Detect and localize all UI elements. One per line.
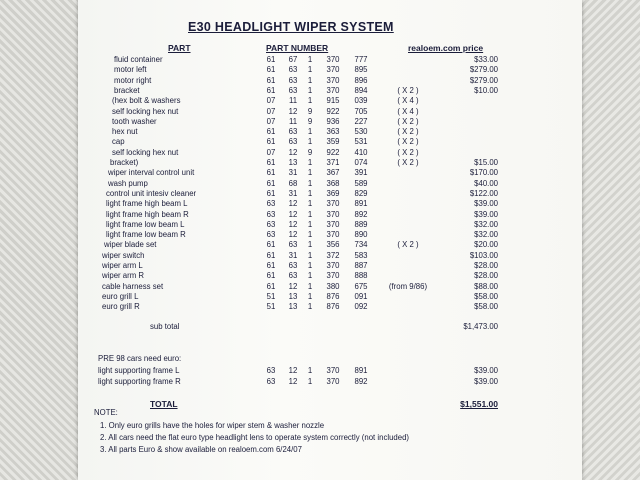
part-number-group-4: 371	[326, 158, 340, 167]
part-number-group-3: 1	[307, 96, 313, 106]
part-number-group-1: 61	[266, 127, 276, 137]
part-number-group-5: 892	[354, 209, 368, 219]
part-number-group-4: 370	[326, 65, 340, 75]
table-row	[78, 230, 582, 240]
part-number-group-5: 777	[354, 55, 368, 64]
part-number-group-3: 1	[307, 199, 313, 209]
part-number-group-1: 51	[266, 302, 276, 312]
part-number-group-4: 359	[326, 137, 340, 147]
part-number-group-2: 11	[288, 116, 298, 126]
part-number-group-3: 9	[307, 147, 313, 157]
part-number-group-4: 370	[326, 85, 340, 95]
part-number-group-1: 61	[266, 271, 276, 281]
part-name: light frame high beam L	[106, 199, 188, 209]
part-price: $33.00	[474, 55, 498, 64]
part-number-group-2: 63	[288, 271, 298, 281]
part-number-group-4: 370	[326, 377, 340, 386]
table-row	[78, 377, 582, 387]
part-number-group-5: 889	[354, 219, 368, 229]
part-number-group-5: 583	[354, 250, 368, 260]
part-number-group-5: 705	[354, 106, 368, 116]
part-number-column-header: PART NUMBER	[266, 43, 329, 53]
table-row	[78, 76, 582, 86]
part-price: $32.00	[474, 230, 498, 240]
part-number-group-3: 1	[307, 178, 313, 188]
part-number-group-2: 12	[288, 230, 298, 240]
part-number-group-1: 61	[266, 250, 276, 260]
part-number-group-3: 1	[307, 291, 313, 301]
part-number-group-2: 13	[288, 302, 298, 312]
table-row	[78, 251, 582, 261]
part-name: wiper arm L	[102, 261, 143, 270]
part-number-group-1: 61	[266, 168, 276, 178]
table-row	[78, 107, 582, 117]
part-number-group-5: 829	[354, 188, 368, 198]
part-price: $32.00	[474, 219, 498, 229]
part-number-group-2: 12	[288, 377, 298, 386]
part-number-group-1: 61	[266, 158, 276, 167]
part-name: euro grill L	[102, 291, 139, 301]
part-price: $58.00	[474, 302, 498, 312]
part-number-group-2: 63	[288, 240, 298, 250]
note-heading: NOTE:	[94, 408, 118, 417]
part-number-group-2: 13	[288, 158, 298, 167]
quantity-note: ( X 2 )	[397, 85, 419, 95]
part-name: motor right	[114, 75, 152, 85]
part-price: $15.00	[474, 158, 498, 167]
table-row	[78, 96, 582, 106]
part-number-group-5: 891	[354, 366, 368, 375]
part-number-group-2: 31	[288, 188, 298, 198]
part-number-group-5: 894	[354, 85, 368, 95]
part-number-group-1: 63	[266, 219, 276, 229]
part-number-group-3: 1	[307, 377, 313, 386]
part-price: $39.00	[474, 366, 498, 375]
part-name: fluid container	[114, 55, 163, 64]
part-price: $170.00	[469, 168, 498, 178]
quantity-note: ( X 2 )	[397, 240, 419, 250]
subtotal-value: $1,473.00	[463, 322, 498, 331]
table-row	[78, 65, 582, 75]
pre98-heading: PRE 98 cars need euro:	[98, 354, 182, 363]
part-name: self locking hex nut	[112, 147, 179, 157]
part-number-group-1: 07	[266, 96, 276, 106]
part-number-group-3: 1	[307, 281, 313, 291]
part-number-group-5: 891	[354, 199, 368, 209]
part-number-group-5: 895	[354, 65, 368, 75]
part-name: light supporting frame R	[98, 377, 181, 386]
part-number-group-4: 922	[326, 147, 340, 157]
part-number-group-3: 1	[307, 302, 313, 312]
part-number-group-5: 091	[354, 291, 368, 301]
part-number-group-5: 887	[354, 261, 368, 270]
part-number-group-1: 61	[266, 85, 276, 95]
part-name: bracket)	[110, 158, 139, 167]
part-number-group-3: 9	[307, 116, 313, 126]
part-number-group-2: 63	[288, 127, 298, 137]
part-number-group-4: 372	[326, 250, 340, 260]
part-number-group-1: 07	[266, 147, 276, 157]
table-row	[78, 366, 582, 376]
part-number-group-1: 63	[266, 209, 276, 219]
note-item: 3. All parts Euro & show available on realoem.com 6/24/07	[100, 445, 302, 454]
part-name: cap	[112, 137, 125, 147]
quantity-note: ( X 2 )	[397, 147, 419, 157]
part-number-group-2: 12	[288, 281, 298, 291]
part-number-group-4: 876	[326, 291, 340, 301]
part-number-group-5: 888	[354, 271, 368, 281]
table-row	[78, 179, 582, 189]
part-number-group-2: 68	[288, 178, 298, 188]
part-number-group-5: 734	[354, 240, 368, 250]
part-number-group-5: 092	[354, 302, 368, 312]
part-number-group-2: 12	[288, 199, 298, 209]
part-price: $58.00	[474, 291, 498, 301]
part-number-group-2: 63	[288, 261, 298, 270]
part-number-group-1: 61	[266, 137, 276, 147]
part-name: wiper switch	[102, 250, 145, 260]
part-name: (hex bolt & washers	[112, 96, 181, 106]
part-number-group-2: 11	[288, 96, 298, 106]
part-price: $20.00	[474, 240, 498, 250]
part-number-group-3: 1	[307, 65, 313, 75]
part-number-group-1: 63	[266, 366, 276, 375]
part-name: motor left	[114, 65, 147, 75]
part-number-group-1: 07	[266, 116, 276, 126]
part-number-group-2: 63	[288, 65, 298, 75]
part-number-group-2: 63	[288, 137, 298, 147]
price-column-header: realoem.com price	[408, 43, 484, 53]
part-number-group-5: 410	[354, 147, 368, 157]
part-number-group-4: 922	[326, 106, 340, 116]
part-name: self locking hex nut	[112, 106, 179, 116]
part-number-group-3: 1	[307, 366, 313, 375]
part-number-group-2: 12	[288, 366, 298, 375]
part-number-group-2: 63	[288, 75, 298, 85]
part-number-group-5: 531	[354, 137, 368, 147]
part-price: $103.00	[469, 250, 498, 260]
part-number-group-2: 13	[288, 291, 298, 301]
part-price: $279.00	[469, 65, 498, 75]
table-row	[78, 189, 582, 199]
part-number-group-4: 380	[326, 281, 340, 291]
part-number-group-3: 1	[307, 271, 313, 281]
part-number-group-1: 61	[266, 65, 276, 75]
part-number-group-4: 363	[326, 127, 340, 137]
part-number-group-3: 1	[307, 219, 313, 229]
table-row	[78, 55, 582, 65]
part-name: light frame high beam R	[106, 209, 189, 219]
part-name: cable harness set	[102, 281, 164, 291]
part-number-group-1: 61	[266, 188, 276, 198]
part-name: light frame low beam R	[106, 230, 186, 240]
part-number-group-4: 370	[326, 199, 340, 209]
part-number-group-3: 1	[307, 188, 313, 198]
part-number-group-4: 369	[326, 188, 340, 198]
total-label: TOTAL	[150, 399, 178, 409]
part-number-group-3: 1	[307, 209, 313, 219]
part-number-group-3: 1	[307, 85, 313, 95]
part-number-group-4: 370	[326, 261, 340, 270]
tablecloth-left	[0, 0, 80, 480]
part-number-group-2: 31	[288, 250, 298, 260]
table-row	[78, 292, 582, 302]
part-name: euro grill R	[102, 302, 140, 312]
note-item: 2. All cars need the flat euro type headlight lens to operate system correctly (not included)	[100, 433, 410, 442]
part-number-group-5: 675	[354, 281, 368, 291]
part-number-group-4: 936	[326, 116, 340, 126]
part-number-group-4: 370	[326, 271, 340, 281]
part-number-group-1: 63	[266, 377, 276, 386]
part-name: wiper interval control unit	[108, 168, 195, 178]
part-number-group-3: 1	[307, 55, 313, 64]
part-price: $39.00	[474, 209, 498, 219]
part-price: $39.00	[474, 199, 498, 209]
part-number-group-3: 1	[307, 261, 313, 270]
table-row	[78, 137, 582, 147]
table-row	[78, 86, 582, 96]
part-number-group-4: 370	[326, 75, 340, 85]
part-price: $88.00	[474, 281, 498, 291]
part-number-group-1: 61	[266, 75, 276, 85]
part-number-group-2: 63	[288, 85, 298, 95]
part-price: $279.00	[469, 75, 498, 85]
part-number-group-5: 074	[354, 158, 368, 167]
quantity-note: ( X 2 )	[397, 158, 419, 167]
part-number-group-5: 391	[354, 168, 368, 178]
table-row	[78, 210, 582, 220]
part-name: bracket	[114, 85, 140, 95]
part-number-group-1: 51	[266, 291, 276, 301]
table-row	[78, 158, 582, 168]
part-number-group-5: 227	[354, 116, 368, 126]
part-price: $28.00	[474, 261, 498, 270]
quantity-note: ( X 2 )	[397, 116, 419, 126]
part-number-group-3: 1	[307, 127, 313, 137]
part-number-group-1: 63	[266, 199, 276, 209]
part-number-group-4: 370	[326, 230, 340, 240]
part-number-group-5: 892	[354, 377, 368, 386]
part-name: light frame low beam L	[106, 219, 185, 229]
subtotal-label: sub total	[150, 322, 180, 331]
table-row	[78, 199, 582, 209]
part-name: tooth washer	[112, 116, 157, 126]
part-number-group-4: 370	[326, 209, 340, 219]
part-number-group-1: 61	[266, 178, 276, 188]
part-number-group-1: 07	[266, 106, 276, 116]
table-row	[78, 282, 582, 292]
part-number-group-3: 9	[307, 106, 313, 116]
part-number-group-5: 896	[354, 75, 368, 85]
part-number-group-3: 1	[307, 230, 313, 240]
tablecloth-right	[580, 0, 640, 480]
part-number-group-2: 12	[288, 209, 298, 219]
part-number-group-1: 63	[266, 230, 276, 240]
part-number-group-4: 370	[326, 366, 340, 375]
part-name: wiper blade set	[104, 240, 157, 250]
quantity-note: ( X 2 )	[397, 137, 419, 147]
part-number-group-3: 1	[307, 158, 313, 167]
table-row	[78, 168, 582, 178]
part-number-group-2: 12	[288, 219, 298, 229]
part-number-group-5: 039	[354, 96, 368, 106]
part-number-group-1: 61	[266, 261, 276, 270]
table-row	[78, 271, 582, 281]
table-row	[78, 220, 582, 230]
part-number-group-2: 67	[288, 55, 298, 64]
table-row	[78, 261, 582, 271]
part-number-group-4: 367	[326, 168, 340, 178]
table-row	[78, 148, 582, 158]
part-number-group-2: 12	[288, 147, 298, 157]
part-column-header: PART	[168, 43, 191, 53]
part-number-group-3: 1	[307, 240, 313, 250]
part-price: $28.00	[474, 271, 498, 281]
part-number-group-4: 368	[326, 178, 340, 188]
parts-list-sheet	[78, 0, 582, 480]
note-item: 1. Only euro grills have the holes for wiper stem & washer nozzle	[100, 421, 325, 430]
part-price: $122.00	[469, 188, 498, 198]
table-row	[78, 127, 582, 137]
table-row	[78, 302, 582, 312]
part-number-group-1: 61	[266, 55, 276, 64]
quantity-note: (from 9/86)	[388, 281, 428, 291]
quantity-note: ( X 2 )	[397, 127, 419, 137]
part-name: control unit intesiv cleaner	[106, 188, 197, 198]
part-number-group-5: 530	[354, 127, 368, 137]
part-number-group-5: 589	[354, 178, 368, 188]
part-number-group-4: 356	[326, 240, 340, 250]
part-number-group-1: 61	[266, 281, 276, 291]
total-value: $1,551.00	[460, 399, 498, 409]
part-number-group-4: 876	[326, 302, 340, 312]
part-name: wash pump	[108, 178, 148, 188]
part-number-group-3: 1	[307, 137, 313, 147]
quantity-note: ( X 4 )	[397, 96, 419, 106]
part-number-group-1: 61	[266, 240, 276, 250]
part-number-group-4: 370	[326, 55, 340, 64]
part-number-group-5: 890	[354, 230, 368, 240]
quantity-note: ( X 4 )	[397, 106, 419, 116]
part-number-group-4: 370	[326, 219, 340, 229]
table-row	[78, 240, 582, 250]
part-number-group-4: 915	[326, 96, 340, 106]
part-number-group-2: 12	[288, 106, 298, 116]
part-name: light supporting frame L	[98, 366, 180, 375]
table-row	[78, 117, 582, 127]
part-price: $39.00	[474, 377, 498, 386]
part-number-group-2: 31	[288, 168, 298, 178]
part-price: $40.00	[474, 178, 498, 188]
part-name: hex nut	[112, 127, 138, 137]
part-price: $10.00	[474, 85, 498, 95]
part-number-group-3: 1	[307, 75, 313, 85]
part-number-group-3: 1	[307, 168, 313, 178]
part-number-group-3: 1	[307, 250, 313, 260]
part-name: wiper arm R	[102, 271, 145, 281]
document-title: E30 HEADLIGHT WIPER SYSTEM	[188, 20, 394, 34]
